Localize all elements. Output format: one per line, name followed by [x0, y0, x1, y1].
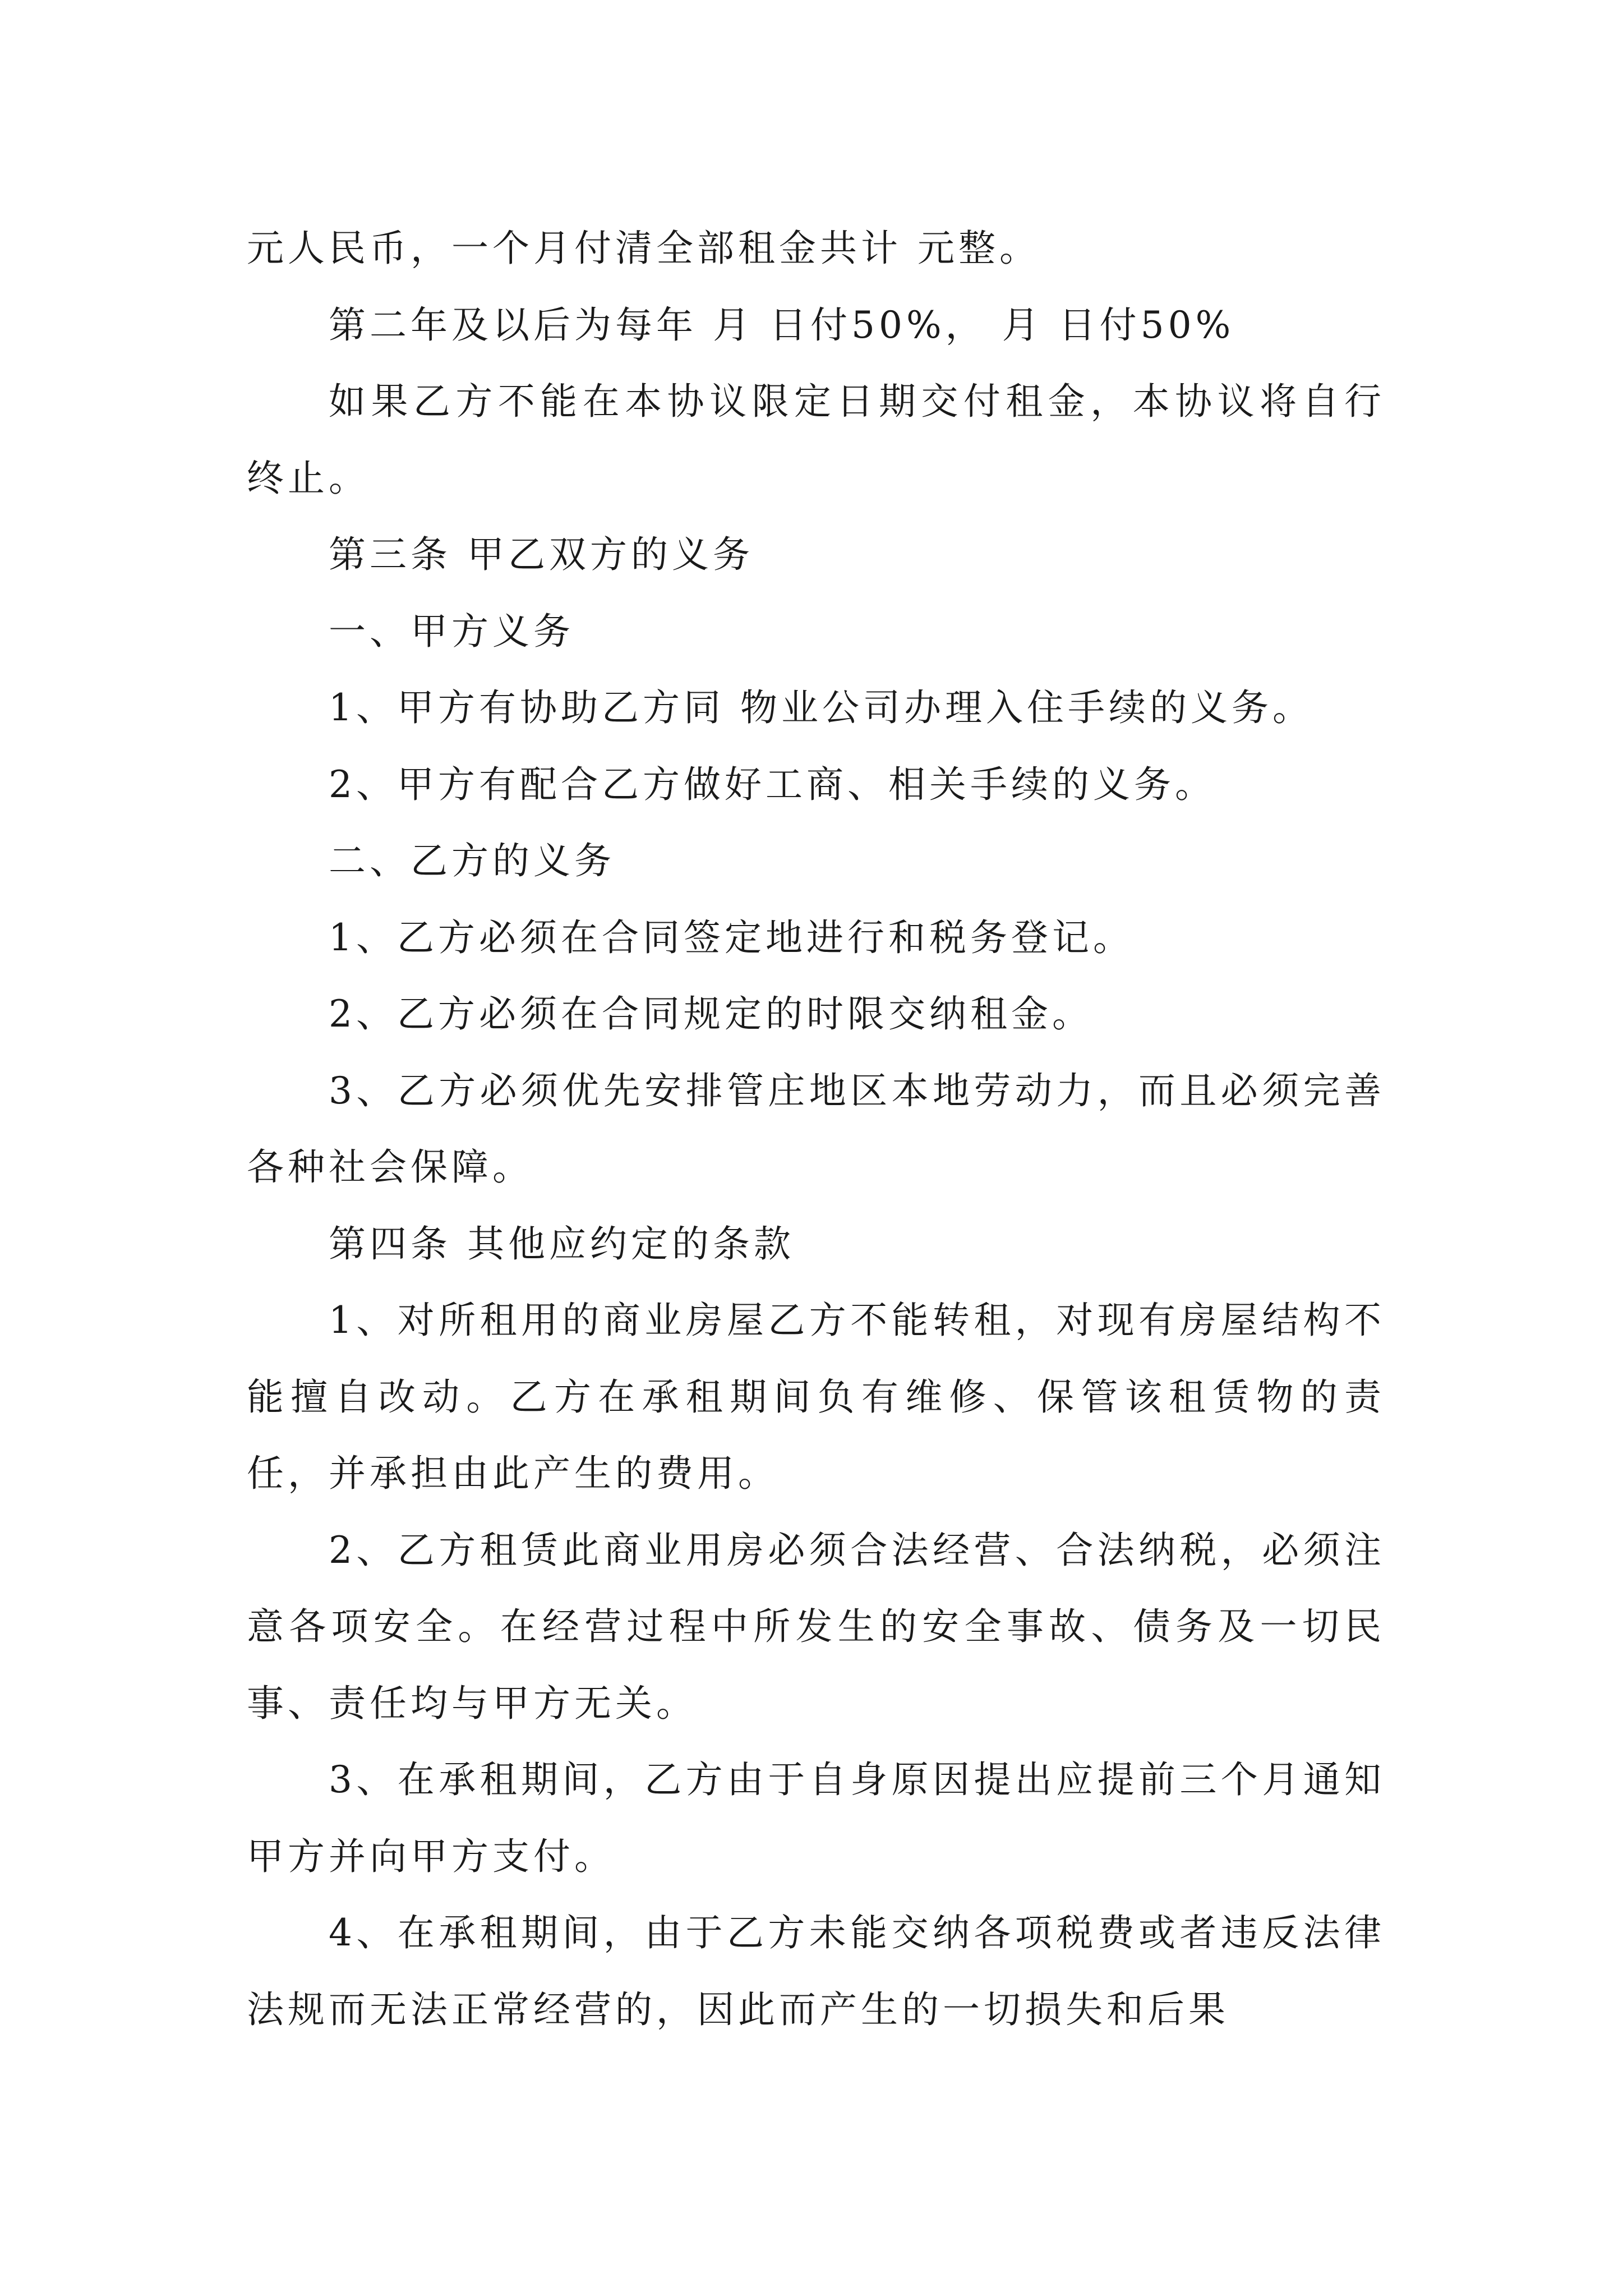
list-item-party-b-1: 1、乙方必须在合同签定地进行和税务登记。: [329, 915, 1134, 959]
document-body: [247, 210, 1385, 2048]
heading-party-a-obligations: 一、甲方义务: [329, 609, 574, 653]
heading-party-b-obligations: 二、乙方的义务: [329, 839, 615, 882]
paragraph-rent-total: 元人民币，一个月付清全部租金共计 元整。: [247, 227, 1040, 270]
paragraph-termination: 如果乙方不能在本协议限定日期交付租金，本协议将自行终止。: [247, 380, 1385, 500]
list-item-party-a-1: 1、甲方有协助乙方同 物业公司办理入住手续的义务。: [329, 686, 1313, 729]
list-item-other-3: 3、在承租期间，乙方由于自身原因提出应提前三个月通知甲方并向甲方支付。: [247, 1758, 1385, 1878]
heading-article-4: 第四条 其他应约定的条款: [329, 1222, 795, 1266]
list-item-party-b-2: 2、乙方必须在合同规定的时限交纳租金。: [329, 992, 1093, 1036]
list-item-party-b-3: 3、乙方必须优先安排管庄地区本地劳动力，而且必须完善各种社会保障。: [247, 1069, 1385, 1189]
list-item-party-a-2: 2、甲方有配合乙方做好工商、相关手续的义务。: [329, 762, 1216, 806]
paragraph-payment-schedule: 第二年及以后为每年 月 日付50%， 月 日付50%: [329, 303, 1235, 347]
list-item-other-2: 2、乙方租赁此商业用房必须合法经营、合法纳税，必须注意各项安全。在经营过程中所发生的安全事故、债务及一切民事、责任均与甲方无关。: [247, 1528, 1385, 1725]
list-item-other-1: 1、对所租用的商业房屋乙方不能转租，对现有房屋结构不能擅自改动。乙方在承租期间负有维修、保管该租赁物的责任，并承担由此产生的费用。: [247, 1299, 1385, 1495]
heading-article-3: 第三条 甲乙双方的义务: [329, 533, 754, 576]
list-item-other-4: 4、在承租期间，由于乙方未能交纳各项税费或者违反法律法规而无法正常经营的，因此而产生的一切损失和后果: [247, 1911, 1385, 2031]
